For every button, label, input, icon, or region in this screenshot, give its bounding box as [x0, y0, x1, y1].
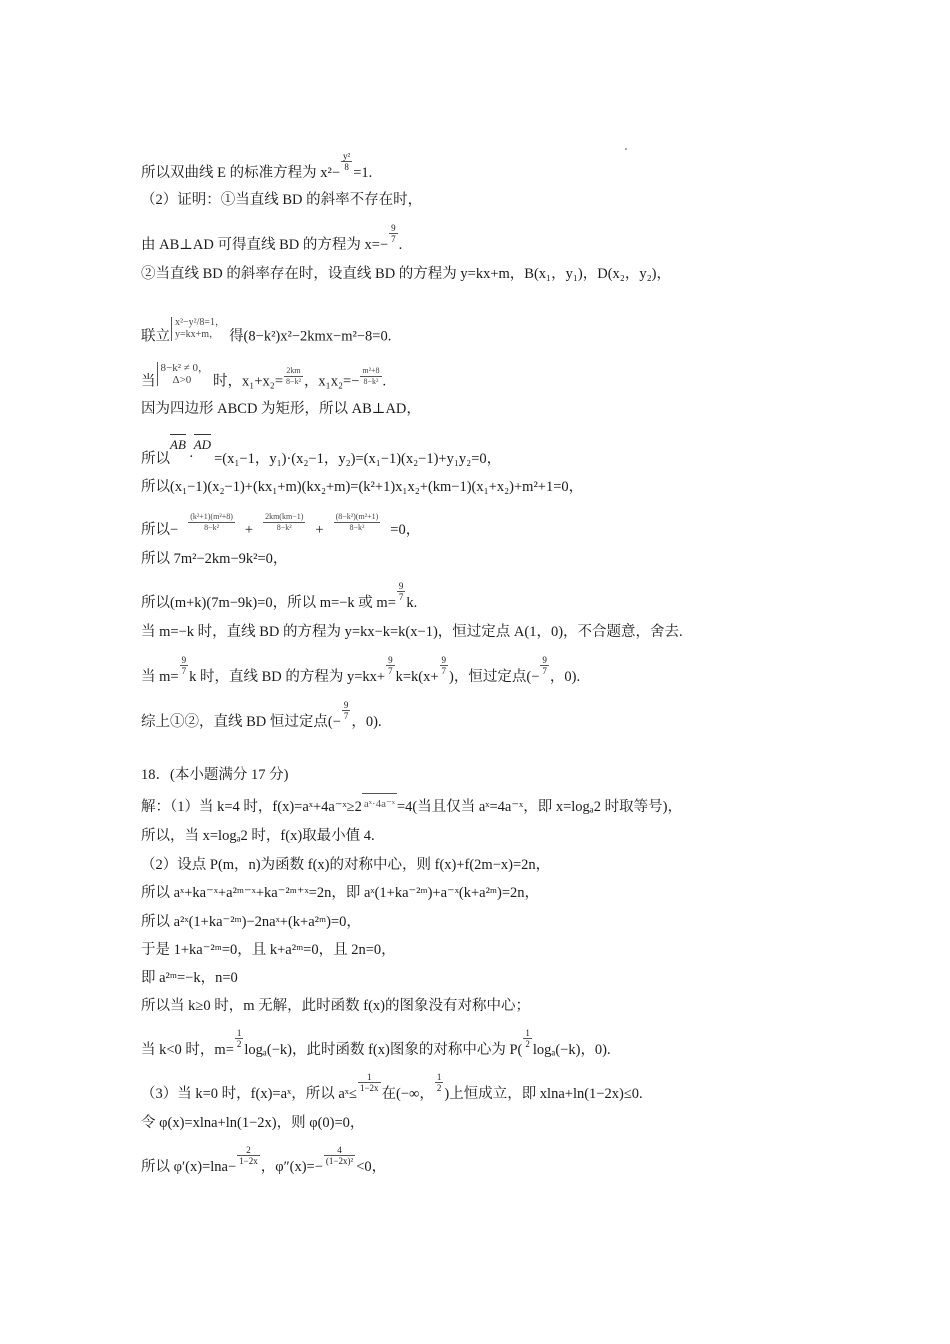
text: =(x₁−1，y₁)·(x₂−1，y₂)=(x₁−1)(x₂−1)+y₁y₂=0，	[214, 451, 502, 467]
denominator: 2	[236, 1039, 242, 1050]
fraction	[435, 1072, 444, 1093]
denominator: 7	[542, 666, 547, 677]
numerator: 9	[391, 223, 396, 234]
denominator: 7	[181, 666, 187, 677]
fraction	[235, 1028, 244, 1049]
numerator: m²+8	[362, 365, 380, 375]
text: )，恒过定点(−	[449, 669, 540, 685]
denominator: 8−k²	[363, 376, 379, 386]
problem-18-title: 18．(本小题满分 17 分)	[141, 767, 289, 783]
substitution-line	[141, 512, 421, 541]
p18-part3-line2: 令 φ(x)=xlna+ln(1−2x)，则 φ(0)=0，	[141, 1115, 365, 1131]
proof-intro-line: （2）证明：①当直线 BD 的斜率不存在时，	[141, 192, 423, 208]
fraction	[360, 366, 381, 387]
fraction	[523, 1028, 532, 1049]
p18-part1-line	[141, 797, 682, 818]
text: +	[244, 522, 254, 538]
numerator: 1	[236, 1028, 242, 1039]
text: （3）当 k=0 时，f(x)=aˣ，所以 aˣ≤	[141, 1086, 357, 1102]
denominator: 7	[391, 234, 396, 245]
text: logₐ(−k)，0).	[532, 1042, 611, 1058]
text: .	[398, 237, 403, 253]
summary-line	[141, 700, 382, 733]
text: 所以−	[141, 522, 179, 538]
text: 所以 φ′(x)=lna−	[141, 1159, 237, 1175]
text: <0，	[356, 1159, 387, 1175]
stray-dot	[625, 148, 627, 150]
numerator: 1	[358, 1072, 381, 1083]
text: )上恒成立，即 xlna+ln(1−2x)≤0.	[444, 1086, 643, 1102]
numerator: 9	[441, 655, 447, 666]
fraction	[358, 1072, 381, 1093]
text: 所以双曲线 E 的标准方程为 x²−	[141, 165, 341, 181]
text: ，x₁x₂=−	[303, 373, 360, 390]
p18-part2-line7	[141, 1028, 611, 1061]
fraction	[341, 151, 352, 172]
fraction	[324, 1145, 355, 1166]
fraction	[389, 223, 398, 244]
text: 由 AB⊥AD 可得直线 BD 的方程为 x=−	[141, 237, 389, 253]
numerator: 9	[398, 581, 404, 592]
denominator: 7	[441, 666, 447, 677]
numerator: 2	[237, 1145, 260, 1156]
p18-part2-line3: 所以 a²ˣ(1+ka⁻²ᵐ)−2naˣ+(k+a²ᵐ)=0，	[141, 914, 361, 930]
text: =0，	[390, 522, 421, 538]
numerator: 9	[181, 655, 187, 666]
p18-part1-conclusion: 所以，当 x=logₐ2 时，f(x)取最小值 4.	[141, 828, 375, 844]
fraction	[237, 1145, 260, 1166]
dot-product-line: 所以AB·AD=(x₁−1，y₁)·(x₂−1，y₂)=(x₁−1)(x₂−1)+y₁y₂=0，	[141, 448, 501, 469]
p18-part2-line5: 即 a²ᵐ=−k，n=0	[141, 970, 238, 986]
fraction	[342, 700, 351, 721]
text: 在(−∞，	[381, 1086, 434, 1102]
text: 所以	[141, 451, 170, 467]
text: .	[382, 373, 387, 390]
text: ，0).	[351, 714, 382, 730]
rectangle-line: 因为四边形 ABCD 为矩形，所以 AB⊥AD，	[141, 401, 421, 417]
fraction	[334, 512, 381, 533]
numerator: 4	[324, 1145, 355, 1156]
text: 得(8−k²)x²−2kmx−m²−8=0.	[229, 328, 392, 345]
numerator: 9	[542, 655, 547, 666]
fraction	[263, 512, 305, 533]
reject-case-line: 当 m=−k 时，直线 BD 的方程为 y=kx−k=k(x−1)，恒过定点 A(1，0)，不合题意，舍去.	[141, 624, 683, 640]
text: 当	[141, 373, 156, 390]
factor-line	[141, 581, 418, 614]
denominator: 8−k²	[204, 523, 219, 533]
expand-line: 所以(x₁−1)(x₂−1)+(kx₁+m)(kx₂+m)=(k²+1)x₁x₂+(km−1)(x₁+x₂)+m²+1=0，	[141, 479, 584, 495]
fraction	[386, 655, 395, 676]
text: =1.	[353, 165, 373, 181]
fraction	[180, 655, 189, 676]
quadratic-line: 所以 7m²−2km−9k²=0，	[141, 551, 288, 567]
condition-2: Δ>0	[172, 374, 192, 386]
text: 联立	[141, 328, 170, 345]
system-line	[141, 317, 392, 349]
fraction	[188, 512, 235, 533]
text: k=k(x+	[395, 669, 439, 685]
text: 当 m=	[141, 669, 179, 685]
denominator: 8−k²	[286, 376, 301, 386]
hyperbola-equation-line	[141, 151, 373, 184]
denominator: 8	[344, 162, 349, 173]
text: ，0).	[549, 669, 581, 685]
vector-ab: AB	[170, 434, 186, 455]
text: 综上①②，直线 BD 恒过定点(−	[141, 714, 341, 730]
denominator: 7	[343, 711, 349, 722]
text: =4(当且仅当 aˣ=4a⁻ˣ，即 x=logₐ2 时取等号)，	[396, 799, 682, 815]
text: logₐ(−k)，此时函数 f(x)图象的对称中心为 P(	[244, 1042, 523, 1058]
denominator: 7	[398, 592, 404, 603]
condition-1: 8−k² ≠ 0，	[160, 362, 210, 374]
p18-part3-line3	[141, 1145, 387, 1178]
denominator: 8−k²	[276, 523, 292, 533]
text: k.	[406, 595, 418, 611]
denominator: 2	[525, 1039, 530, 1050]
denominator: 7	[388, 666, 393, 677]
fraction	[397, 581, 406, 602]
text: 时，x₁+x₂=	[213, 373, 284, 390]
fraction	[540, 655, 549, 676]
accept-case-line	[141, 655, 581, 688]
numerator: 1	[525, 1028, 530, 1039]
equation-1: x²−y²/8=1，	[175, 317, 226, 328]
numerator: 9	[388, 655, 393, 666]
text: +	[315, 522, 324, 538]
numerator: 1	[436, 1072, 442, 1083]
text: k 时，直线 BD 的方程为 y=kx+	[189, 669, 386, 685]
text: ，φ″(x)=−	[260, 1159, 323, 1175]
numerator: (k²+1)(m²+8)	[190, 512, 233, 522]
fraction	[440, 655, 449, 676]
vector-ad: AD	[194, 434, 211, 455]
p18-part3-line1	[141, 1072, 643, 1105]
condition-system	[157, 362, 210, 386]
denominator: (1−2x)²	[325, 1156, 354, 1167]
p18-part2-line4: 于是 1+ka⁻²ᵐ=0，且 k+a²ᵐ=0，且 2n=0，	[141, 942, 396, 958]
case2-setup-line: ②当直线 BD 的斜率存在时，设直线 BD 的方程为 y=kx+m，B(x₁，y₁)，D(x₂，y₂)，	[141, 266, 671, 282]
numerator: (8−k²)(m²+1)	[335, 512, 379, 522]
p18-part2-line2: 所以 aˣ+ka⁻ˣ+a²ᵐ⁻ˣ+ka⁻²ᵐ⁺ˣ=2n，即 aˣ(1+ka⁻²ᵐ)+a⁻ˣ(k+a²ᵐ)=2n，	[141, 885, 540, 901]
numerator: 9	[343, 700, 349, 711]
p18-part2-line6: 所以当 k≥0 时，m 无解，此时函数 f(x)的图象没有对称中心；	[141, 998, 530, 1014]
denominator: 1−2x	[359, 1083, 379, 1094]
condition-line	[141, 362, 387, 394]
equation-2: y=kx+m，	[175, 329, 220, 340]
text: 解：（1）当 k=4 时，f(x)=aˣ+4a⁻ˣ≥2	[141, 799, 362, 815]
square-root: aˣ·4a⁻ˣ	[362, 793, 397, 814]
numerator: 2km	[284, 366, 303, 377]
equation-system	[171, 317, 225, 341]
fraction	[284, 366, 303, 387]
numerator: 2km(km−1)	[265, 512, 304, 522]
denominator: 8−k²	[349, 523, 365, 533]
p18-part2-intro: （2）设点 P(m，n)为函数 f(x)的对称中心，则 f(x)+f(2m−x)=2n，	[141, 857, 551, 873]
numerator: y²	[343, 151, 351, 162]
text: 当 k<0 时，m=	[141, 1042, 234, 1058]
denominator: 1−2x	[239, 1156, 258, 1167]
text: 所以(m+k)(7m−9k)=0，所以 m=−k 或 m=	[141, 595, 396, 611]
case1-line	[141, 223, 403, 256]
denominator: 2	[436, 1083, 442, 1094]
